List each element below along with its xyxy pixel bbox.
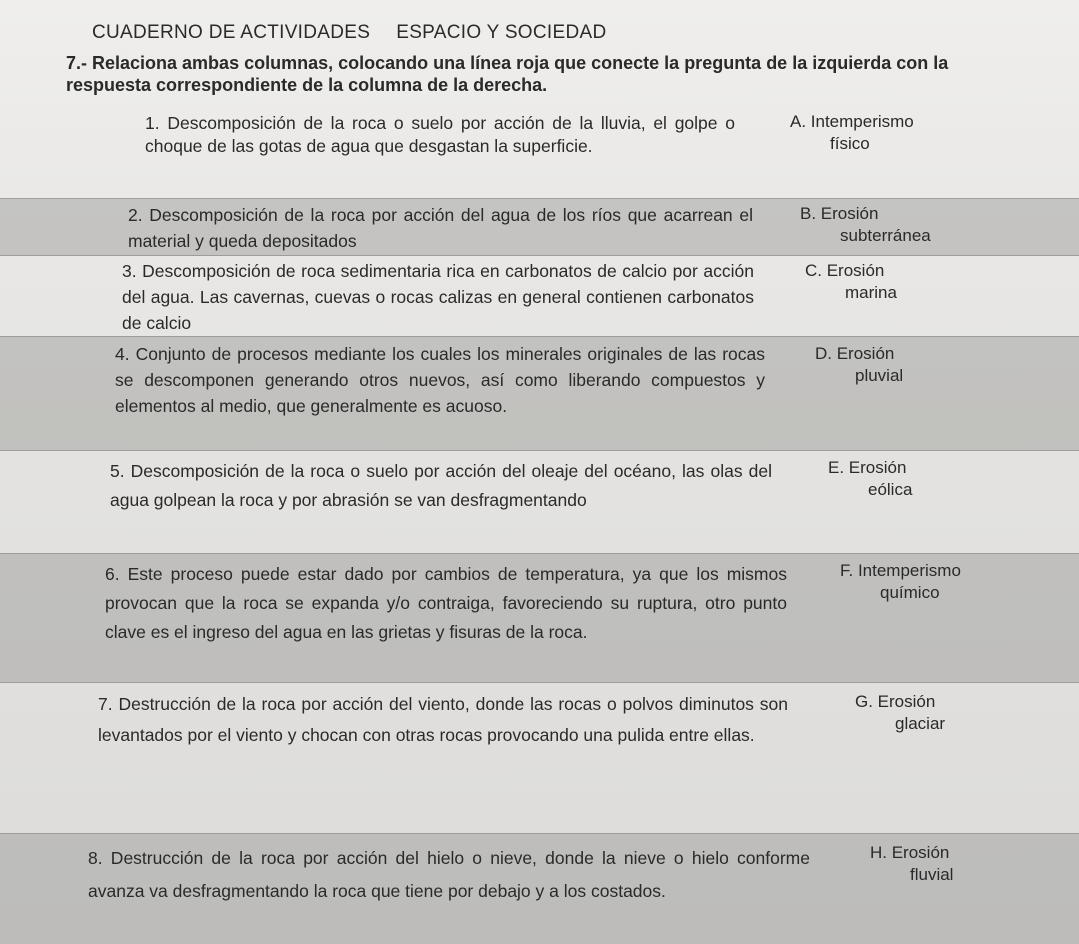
answer-a: A. Intemperismo físico (790, 112, 914, 153)
answer-d: D. Erosión pluvial (815, 344, 904, 385)
question-2: 2. Descomposición de la roca por acción del agua de los ríos que acarrean el material y queda depositados (128, 205, 753, 251)
answer-h: H. Erosión fluvial (870, 843, 954, 884)
table-row (0, 451, 1079, 554)
table-row (0, 337, 1079, 451)
question-6: 6. Este proceso puede estar dado por cambios de temperatura, ya que los mismos provocan que la roca se expanda y/o contraiga, favoreciendo su ruptura, otro punto clave es el ingreso del agua en las grietas y fisuras de la roca. (105, 564, 787, 642)
table-row (0, 834, 1079, 944)
document-header (92, 22, 606, 44)
question-1: 1. Descomposición de la roca o suelo por acción de la lluvia, el golpe o choque de las gotas de agua que desgastan la superficie. (145, 113, 735, 156)
subject-title: ESPACIO Y SOCIEDAD (396, 22, 607, 43)
question-3: 3. Descomposición de roca sedimentaria rica en carbonatos de calcio por acción del agua. Las cavernas, cuevas o rocas calizas en general contienen carbonatos de calcio (122, 261, 754, 333)
answer-f: F. Intemperismo químico (840, 561, 961, 602)
question-8: 8. Destrucción de la roca por acción del hielo o nieve, donde la nieve o hielo conforme avanza va desfragmentando la roca que tiene por debajo y a los costados. (88, 848, 810, 901)
question-7: 7. Destrucción de la roca por acción del viento, donde las rocas o polvos diminutos son levantados por el viento y chocan con otras rocas provocando una pulida entre ellas. (98, 694, 788, 745)
matching-table (0, 108, 1079, 944)
table-row (0, 683, 1079, 834)
answer-e: E. Erosión eólica (828, 458, 913, 499)
exercise-instructions: 7.- Relaciona ambas columnas, colocando una línea roja que conecte la pregunta de la izquierda con la respuesta correspondiente de la columna de la derecha. (66, 53, 949, 95)
table-row (0, 108, 1079, 199)
table-row (0, 554, 1079, 683)
question-5: 5. Descomposición de la roca o suelo por acción del oleaje del océano, las olas del agua golpean la roca y por abrasión se van desfragmentando (110, 461, 772, 510)
answer-c: C. Erosión marina (805, 261, 897, 302)
answer-g: G. Erosión glaciar (855, 692, 946, 733)
table-row (0, 199, 1079, 256)
question-4: 4. Conjunto de procesos mediante los cuales los minerales originales de las rocas se descomponen generando otros nuevos, así como liberando compuestos y elementos al medio, que generalmente es acuoso. (115, 344, 765, 416)
notebook-title: CUADERNO DE ACTIVIDADES (92, 22, 371, 43)
table-row (0, 256, 1079, 337)
answer-b: B. Erosión subterránea (800, 204, 931, 245)
